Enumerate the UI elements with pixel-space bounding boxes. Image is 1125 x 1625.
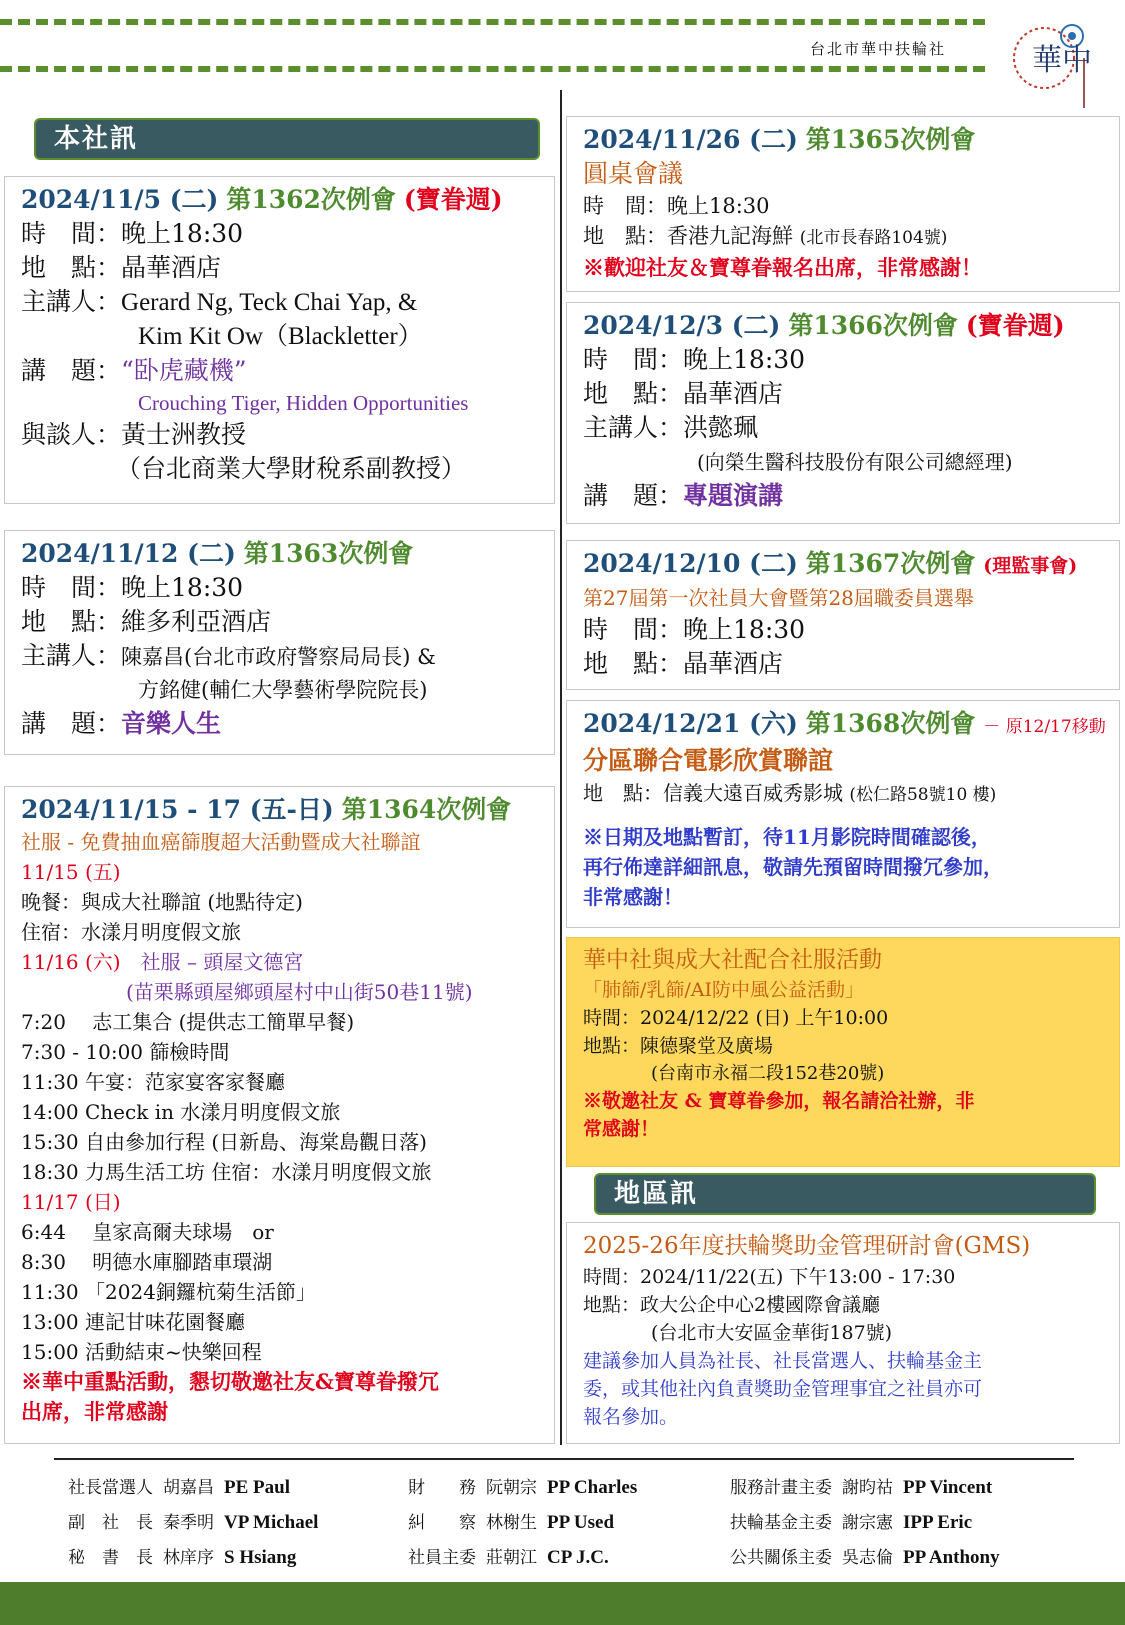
officer-role: 財 務 [408, 1478, 476, 1498]
meeting-1363-box [4, 530, 555, 755]
officer-role: 服務計畫主委 [730, 1478, 832, 1498]
meeting-1366-time: 時 間：晚上18:30 [583, 345, 806, 374]
schedule-item: 14:00 Check in 水漾月明度假文旅 [21, 1100, 341, 1124]
schedule-item: 7:20 志工集合 (提供志工簡單早餐) [21, 1010, 355, 1034]
officer-entry [408, 1540, 609, 1576]
meeting-1367-heading: 2024/12/10 (二) 第1367次例會 (理監事會) [583, 549, 1078, 578]
section-tab-district-news: 地區訊 [594, 1173, 1096, 1215]
meeting-1366-speaker-title: (向榮生醫科技股份有限公司總經理) [697, 450, 1013, 474]
meeting-1365-note: ※歡迎社友＆寶尊眷報名出席，非常感謝！ [583, 255, 982, 280]
meeting-1362-panelist: 與談人：黃士洲教授 [21, 420, 247, 449]
officer-english-name: CP J.C. [547, 1547, 609, 1568]
gms-seminar-note-line2: 委，或其他社內負責獎助金管理事宜之社員亦可 [583, 1378, 983, 1400]
officer-entry [408, 1470, 637, 1506]
meeting-1364-note-line2: 出席，非常感謝 [21, 1399, 168, 1424]
officers-table [68, 1470, 1078, 1575]
officer-name: 秦季明 [163, 1513, 214, 1533]
officer-name: 謝宗憲 [842, 1513, 893, 1533]
schedule-item: 13:00 連記甘味花園餐廳 [21, 1310, 245, 1334]
joint-service-address: (台南市永福二段152巷20號) [651, 1063, 885, 1084]
meeting-1363-topic: 講 題：音樂人生 [21, 709, 222, 738]
officers-row [68, 1505, 1078, 1540]
meeting-1364-stay: 住宿：水漾月明度假文旅 [21, 920, 241, 944]
schedule-item: 15:00 活動結束~快樂回程 [21, 1340, 262, 1364]
joint-service-box [566, 937, 1120, 1167]
meeting-1365-time: 時 間：晚上18:30 [583, 194, 770, 218]
officer-entry [408, 1505, 614, 1541]
meeting-1367-subtitle: 第27屆第一次社員大會暨第28屆職委員選舉 [583, 586, 974, 610]
meeting-1362-topic-en: Crouching Tiger, Hidden Opportunities [138, 391, 469, 415]
schedule-item: 7:30 - 10:00 篩檢時間 [21, 1040, 230, 1064]
joint-service-time: 時間：2024/12/22 (日) 上午10:00 [583, 1007, 889, 1029]
meeting-1368-note-line1: ※日期及地點暫訂，待11月影院時間確認後， [583, 825, 991, 849]
officer-role: 糾 察 [408, 1513, 476, 1533]
officer-english-name: VP Michael [224, 1512, 319, 1533]
meeting-1363-speaker-cont: 方銘健(輔仁大學藝術學院院長) [138, 678, 428, 702]
meeting-1366-place: 地 點：晶華酒店 [583, 379, 784, 408]
officer-entry [68, 1505, 318, 1541]
schedule-item: 8:30 明德水庫腳踏車環湖 [21, 1250, 273, 1274]
meeting-1367-place: 地 點：晶華酒店 [583, 649, 784, 678]
officer-entry [68, 1540, 296, 1576]
meeting-1364-day2-address: (苗栗縣頭屋鄉頭屋村中山街50巷11號) [126, 980, 473, 1004]
footer-bar [0, 1582, 1125, 1625]
meeting-1364-schedule-1117 [21, 1217, 544, 1367]
officer-entry [730, 1470, 992, 1506]
meeting-1364-schedule-1116 [21, 1007, 544, 1187]
meeting-1362-heading: 2024/11/5 (二) 第1362次例會 (寶眷週) [21, 185, 503, 214]
meeting-1365-subtitle: 圓桌會議 [583, 159, 684, 188]
officer-english-name: PE Paul [224, 1477, 290, 1498]
meeting-1364-dinner: 晚餐：與成大社聯誼 (地點待定) [21, 890, 303, 914]
meeting-1362-speaker-cont: Kim Kit Ow（Blackletter） [138, 323, 423, 350]
club-name: 台北市華中扶輪社 [810, 40, 947, 58]
meeting-1363-time: 時 間：晚上18:30 [21, 573, 244, 602]
officer-entry [68, 1470, 290, 1506]
joint-service-place: 地點：陳德聚堂及廣場 [583, 1035, 774, 1057]
officers-row [68, 1470, 1078, 1505]
meeting-1363-heading: 2024/11/12 (二) 第1363次例會 [21, 539, 414, 568]
meeting-1367-time: 時 間：晚上18:30 [583, 615, 806, 644]
officer-english-name: PP Used [547, 1512, 615, 1533]
meeting-1362-speaker: 主講人：Gerard Ng, Teck Chai Yap, & [21, 287, 418, 316]
header-dashed-line-bottom [0, 66, 985, 72]
officer-entry [730, 1540, 1000, 1576]
meeting-1365-place: 地 點：香港九記海鮮 (北市長春路104號) [583, 224, 948, 248]
header-dashed-line-top [0, 19, 985, 25]
logo-text: 華中 [1032, 43, 1092, 78]
schedule-item: 6:44 皇家高爾夫球場 or [21, 1220, 274, 1244]
gms-seminar-note-line3: 報名參加。 [583, 1406, 679, 1428]
officer-name: 林榭生 [486, 1513, 537, 1533]
meeting-1364-day2: 11/16 (六) 社服 – 頭屋文德宮 [21, 950, 304, 974]
meeting-1368-box [566, 700, 1120, 928]
schedule-item: 11:30 「2024銅鑼杭菊生活節」 [21, 1280, 316, 1304]
meeting-1368-place: 地 點：信義大遠百威秀影城 (松仁路58號10 樓) [583, 781, 997, 805]
footer-rule [54, 1458, 1074, 1460]
schedule-item: 11:30 午宴：范家宴客家餐廳 [21, 1070, 285, 1094]
meeting-1364-day3: 11/17 (日) [21, 1190, 121, 1214]
meeting-1364-day1: 11/15 (五) [21, 860, 121, 884]
officer-role: 公共關係主委 [730, 1548, 832, 1568]
meeting-1362-topic: 講 題：“卧虎藏機” [21, 356, 247, 385]
gms-seminar-time: 時間：2024/11/22(五) 下午13:00 - 17:30 [583, 1266, 956, 1288]
meeting-1367-box [566, 540, 1120, 690]
officer-entry [730, 1505, 972, 1541]
meeting-1366-speaker: 主講人：洪懿珮 [583, 413, 759, 442]
schedule-item: 18:30 力馬生活工坊 住宿：水漾月明度假文旅 [21, 1160, 432, 1184]
meeting-1364-box [4, 786, 555, 1444]
meeting-1362-panelist-title: （台北商業大學財稅系副教授） [116, 454, 467, 483]
column-divider [560, 90, 562, 1445]
officer-english-name: PP Vincent [903, 1477, 993, 1498]
gms-seminar-place: 地點：政大公企中心2樓國際會議廳 [583, 1294, 881, 1316]
meeting-1364-heading: 2024/11/15 - 17 (五-日) 第1364次例會 [21, 795, 512, 824]
officer-name: 林庠序 [163, 1548, 214, 1568]
joint-service-note-line2: 常感謝！ [583, 1118, 660, 1140]
officer-name: 阮朝宗 [486, 1478, 537, 1498]
meeting-1366-box [566, 302, 1120, 524]
joint-service-note-line1: ※敬邀社友 & 寶尊眷參加，報名請洽社辦，非 [583, 1090, 975, 1112]
gms-seminar-note-line1: 建議參加人員為社長、社長當選人、扶輪基金主 [583, 1350, 983, 1372]
officer-name: 吳志倫 [842, 1548, 893, 1568]
meeting-1366-heading: 2024/12/3 (二) 第1366次例會 (寶眷週) [583, 311, 1065, 340]
officers-row [68, 1540, 1078, 1575]
meeting-1363-speaker: 主講人：陳嘉昌(台北市政府警察局局長) & [21, 641, 436, 670]
club-logo [1010, 10, 1100, 110]
meeting-1366-topic: 講 題：專題演講 [583, 481, 784, 510]
officer-name: 莊朝江 [486, 1548, 537, 1568]
meeting-1368-heading: 2024/12/21 (六) 第1368次例會 － 原12/17移動 [583, 709, 1106, 738]
meeting-1368-note-line3: 非常感謝！ [583, 885, 683, 909]
schedule-item: 15:30 自由參加行程 (日新島、海棠島觀日落) [21, 1130, 427, 1154]
officer-name: 謝昀祜 [842, 1478, 893, 1498]
section-tab-club-news: 本社訊 [34, 118, 540, 160]
gms-seminar-box [566, 1222, 1120, 1444]
officer-english-name: IPP Eric [903, 1512, 973, 1533]
officer-role: 扶輪基金主委 [730, 1513, 832, 1533]
meeting-1365-box [566, 116, 1120, 292]
joint-service-title: 華中社與成大社配合社服活動 [583, 947, 882, 973]
meeting-1362-time: 時 間：晚上18:30 [21, 219, 244, 248]
officer-name: 胡嘉昌 [163, 1478, 214, 1498]
officer-role: 社長當選人 [68, 1478, 153, 1498]
meeting-1363-place: 地 點：維多利亞酒店 [21, 607, 272, 636]
gms-seminar-address: (台北市大安區金華街187號) [651, 1322, 893, 1344]
meeting-1364-subtitle: 社服 - 免費抽血癌篩腹超大活動暨成大社聯誼 [21, 830, 421, 854]
officer-role: 副 社 長 [68, 1513, 153, 1533]
officer-role: 社員主委 [408, 1548, 476, 1568]
gms-seminar-title: 2025-26年度扶輪獎助金管理研討會(GMS) [583, 1233, 1031, 1259]
meeting-1364-note-line1: ※華中重點活動，懇切敬邀社友&寶尊眷撥冗 [21, 1369, 439, 1394]
meeting-1362-box [4, 176, 555, 504]
officer-english-name: PP Anthony [903, 1547, 1000, 1568]
joint-service-subtitle: 「肺篩/乳篩/AI防中風公益活動」 [583, 979, 865, 1001]
officer-english-name: PP Charles [547, 1477, 638, 1498]
meeting-1368-note-line2: 再行佈達詳細訊息，敬請先預留時間撥冗參加， [583, 855, 1003, 879]
meeting-1362-place: 地 點：晶華酒店 [21, 253, 222, 282]
meeting-1368-subtitle: 分區聯合電影欣賞聯誼 [583, 746, 834, 775]
officer-role: 秘 書 長 [68, 1548, 153, 1568]
meeting-1365-heading: 2024/11/26 (二) 第1365次例會 [583, 125, 976, 154]
officer-english-name: S Hsiang [224, 1547, 297, 1568]
